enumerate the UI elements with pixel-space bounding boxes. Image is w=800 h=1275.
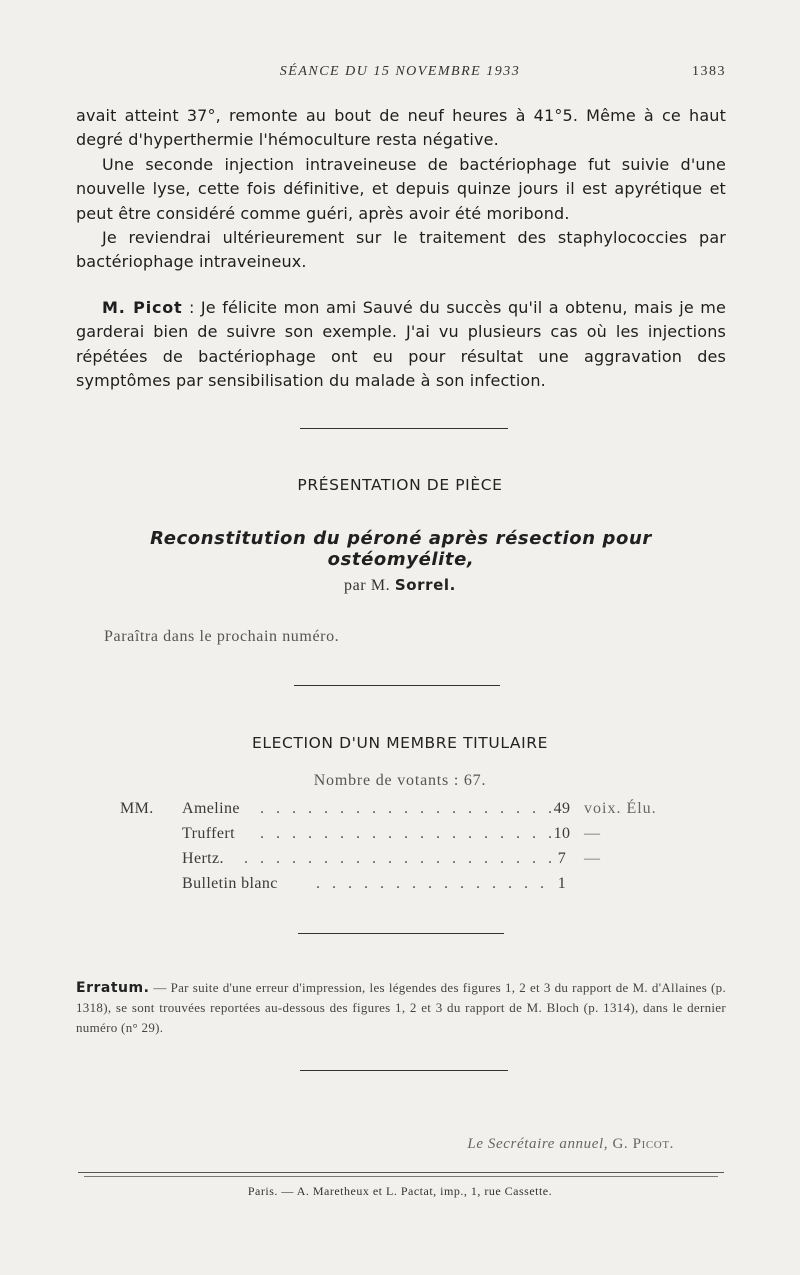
candidate-name: Hertz. <box>182 850 224 867</box>
vote-count: 49 <box>553 800 571 817</box>
publication-note: Paraîtra dans le prochain numéro. <box>104 628 340 645</box>
section-divider <box>300 1070 508 1071</box>
candidate-name: Truffert <box>182 825 235 842</box>
speaker-name: M. Picot <box>102 298 183 317</box>
running-header <box>0 64 800 86</box>
vote-row <box>0 800 800 824</box>
paragraph-continuation: avait atteint 37°, remonte au bout de neuf heures à 41°5. Même à ce haut degré d'hyperthermie l'hémoculture resta négative. <box>76 106 726 150</box>
byline <box>0 576 800 595</box>
picot-remark <box>76 296 726 394</box>
vote-count: 1 <box>557 875 567 892</box>
running-title: SÉANCE DU 15 NOVEMBRE 1933 <box>279 64 521 79</box>
vote-row <box>0 875 800 899</box>
vote-count: 10 <box>553 825 571 842</box>
erratum-text: — Par suite d'une erreur d'impression, les légendes des figures 1, 2 et 3 du rapport de M. d'Allaines (p. 1318), se sont trouvées reportées au-dessous des figures 1, 2 et 3 du rapport de M. Bloch (p. 1314), dans le dernier numéro (n° 29). <box>76 980 726 1035</box>
signature-name: G. Picot. <box>612 1136 674 1152</box>
mm-prefix: MM. <box>120 800 154 817</box>
footer-rule <box>84 1176 718 1177</box>
vote-result: — <box>584 825 601 842</box>
dot-leader: . . . . . . . . . . . . . . . . . . . <box>260 800 556 817</box>
candidate-name: Ameline <box>182 800 240 817</box>
remark-text: : Je félicite mon ami Sauvé du succès qu'il a obtenu, mais je me garderai bien de suivre son exemple. J'ai vu plusieurs cas où les injections répétées de bactériophage ont eu pour résultat une aggravation des symptômes par sensibilisation du malade à son infection. <box>76 298 727 391</box>
body-paragraphs <box>76 104 726 275</box>
votes-count: Nombre de votants : 67. <box>313 772 487 789</box>
vote-result: — <box>584 850 601 867</box>
signature <box>467 1136 674 1153</box>
candidate-name: Bulletin blanc <box>182 875 278 892</box>
dot-leader: . . . . . . . . . . . . . . . . . . . . <box>244 850 556 867</box>
printer-imprint: Paris. — A. Maretheux et L. Pactat, imp., 1, rue Cassette. <box>247 1184 553 1198</box>
election-heading: ELECTION D'UN MEMBRE TITULAIRE <box>251 734 549 752</box>
paragraph-second-injection: Une seconde injection intraveineuse de bactériophage fut suivie d'une nouvelle lyse, cette fois définitive, et depuis quinze jours il est apyrétique et peut être considéré comme guéri, après avoir été moribond. <box>76 154 726 223</box>
section-divider <box>300 428 508 429</box>
presentation-heading: PRÉSENTATION DE PIÈCE <box>297 476 503 494</box>
paragraph-future-treatment: Je reviendrai ultérieurement sur le traitement des staphylococcies par bactériophage intraveineux. <box>76 228 726 272</box>
byline-prefix: par M. <box>344 577 395 594</box>
footer-rule <box>78 1172 724 1173</box>
article-title: Reconstitution du péroné après résection pour ostéomyélite, <box>150 528 652 570</box>
section-divider <box>294 685 500 686</box>
signature-role: Le Secrétaire annuel, <box>467 1136 609 1152</box>
erratum-note <box>76 978 726 1038</box>
page-number: 1383 <box>692 64 726 79</box>
dot-leader: . . . . . . . . . . . . . . . <box>316 875 548 892</box>
vote-result: voix. Élu. <box>584 800 657 817</box>
erratum-label: Erratum. <box>76 980 150 996</box>
author-name: Sorrel. <box>394 576 456 594</box>
vote-row <box>0 850 800 874</box>
section-divider <box>298 933 504 934</box>
vote-count: 7 <box>557 850 567 867</box>
vote-row <box>0 825 800 849</box>
dot-leader: . . . . . . . . . . . . . . . . . . . <box>260 825 556 842</box>
